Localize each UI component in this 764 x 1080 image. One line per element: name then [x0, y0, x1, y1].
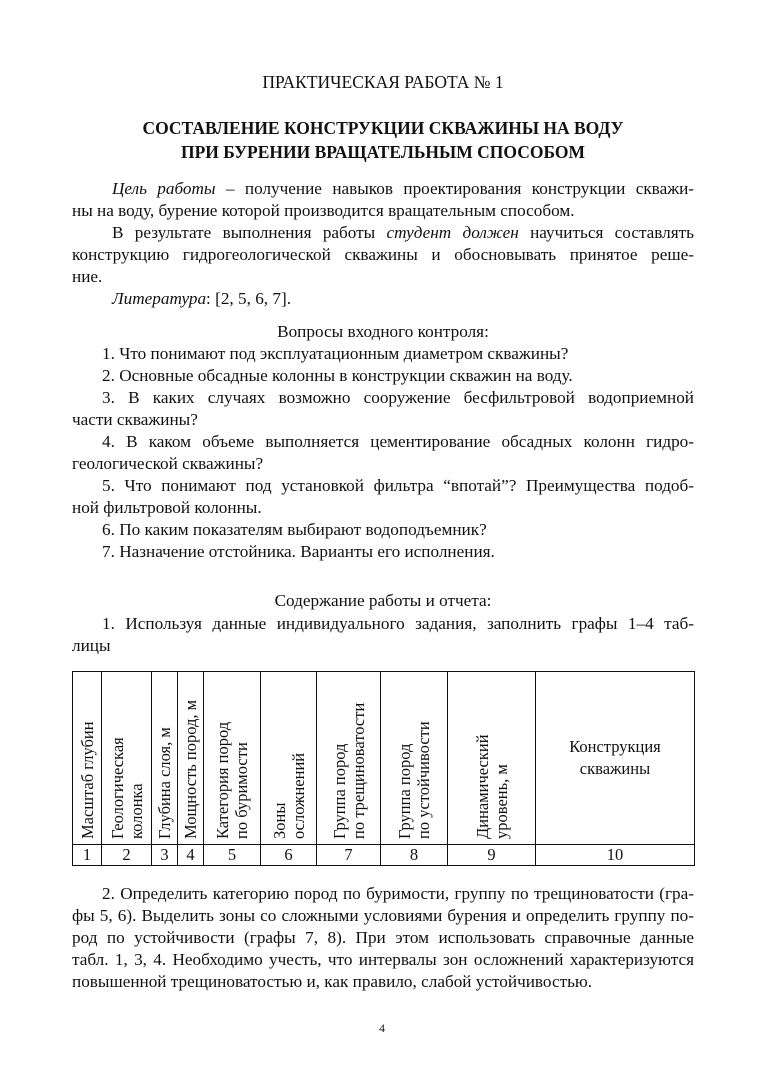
content-item-2 [72, 883, 694, 993]
header-dynamic-level: Динамический уровень, м [448, 672, 536, 845]
header-depth-scale: Масштаб глубин [73, 672, 102, 845]
goal-line-1 [72, 178, 694, 200]
topic-line-1: СОСТАВЛЕНИЕ КОНСТРУКЦИИ СКВАЖИНЫ НА ВОДУ [142, 118, 624, 138]
goal-text-1: – получение навыков проектирования конструкции скважи- [215, 179, 694, 198]
header-stability-group: Группа пород по устойчивости [381, 672, 448, 845]
header-layer-depth: Глубина слоя, м [152, 672, 178, 845]
column-number: 6 [261, 845, 317, 866]
result-line-3: ние. [72, 267, 103, 286]
question-3-line-1: 3. В каких случаях возможно сооружение бесфильтровой водоприемной [102, 388, 694, 407]
result-post: научиться составлять [518, 223, 695, 242]
question-2: 2. Основные обсадные колонны в конструкции скважин на воду. [102, 366, 573, 385]
item-2-line-2: фы 5, 6). Выделить зоны со сложными условиями бурения и определить группу по- [72, 906, 694, 925]
page-number: 4 [379, 1021, 385, 1035]
header-rock-thickness: Мощность пород, м [178, 672, 204, 845]
intro-block [72, 178, 694, 310]
column-number: 7 [317, 845, 381, 866]
header-fracturing-group: Группа пород по трещиноватости [317, 672, 381, 845]
question-6: 6. По каким показателям выбирают водоподъемник? [102, 520, 487, 539]
literature-text: : [2, 5, 6, 7]. [206, 289, 292, 308]
question-1: 1. Что понимают под эксплуатационным диаметром скважины? [102, 344, 569, 363]
result-pre: В результате выполнения работы [112, 223, 387, 242]
questions-heading: Вопросы входного контроля: [277, 322, 489, 341]
questions-list [72, 343, 694, 563]
result-line-2: конструкцию гидрогеологической скважины и обосновывать принятое реше- [72, 245, 694, 264]
table-number-row [73, 845, 695, 866]
question-3-line-2: части скважины? [72, 410, 198, 429]
header-drillability: Категория пород по буримости [204, 672, 261, 845]
content-heading: Содержание работы и отчета: [274, 591, 492, 610]
literature-line [72, 288, 694, 310]
well-design-table [72, 671, 695, 866]
column-number: 4 [178, 845, 204, 866]
content-item-1 [72, 613, 694, 657]
goal-line-2: ны на воду, бурение которой производится вращательным способом. [72, 201, 575, 220]
item-2-line-3: род по устойчивости (графы 7, 8). При этом использовать справочные данные [72, 928, 694, 947]
item-2-line-1: 2. Определить категорию пород по буримости, группу по трещиноватости (гра- [102, 884, 694, 903]
question-4-line-2: геологической скважины? [72, 454, 264, 473]
item-2-line-4: табл. 1, 3, 4. Необходимо учесть, что интервалы зон осложнений характеризуются [72, 950, 694, 969]
literature-label: Литература [112, 289, 207, 308]
column-number: 9 [448, 845, 536, 866]
topic-line-2: ПРИ БУРЕНИИ ВРАЩАТЕЛЬНЫМ СПОСОБОМ [180, 142, 586, 162]
item-2-line-5: повышенной трещиноватостью и, как правило, слабой устойчивостью. [72, 972, 593, 991]
column-number: 8 [381, 845, 448, 866]
table-header-row [73, 672, 695, 845]
header-well-construction: Конструкция скважины [536, 672, 695, 845]
header-geologic-column: Геологическая колонка [102, 672, 152, 845]
column-number: 10 [536, 845, 695, 866]
work-title-text: ПРАКТИЧЕСКАЯ РАБОТА № 1 [262, 72, 504, 92]
result-italic: студент должен [386, 223, 519, 242]
column-number: 2 [102, 845, 152, 866]
topic-title [72, 116, 694, 164]
goal-label: Цель работы [112, 179, 216, 198]
question-5-line-1: 5. Что понимают под установкой фильтра “впотай”? Преимущества подоб- [102, 476, 694, 495]
question-5-line-2: ной фильтровой колонны. [72, 498, 262, 517]
header-complication-zones: Зоны осложнений [261, 672, 317, 845]
column-number: 5 [204, 845, 261, 866]
work-title [72, 72, 694, 93]
column-number: 1 [73, 845, 102, 866]
result-line-1 [72, 222, 694, 244]
question-4-line-1: 4. В каком объеме выполняется цементирование обсадных колонн гидро- [102, 432, 694, 451]
question-7: 7. Назначение отстойника. Варианты его исполнения. [102, 542, 495, 561]
column-number: 3 [152, 845, 178, 866]
content-item-1-line-2: лицы [72, 636, 111, 655]
content-item-1-line-1: 1. Используя данные индивидуального задания, заполнить графы 1–4 таб- [102, 614, 694, 633]
